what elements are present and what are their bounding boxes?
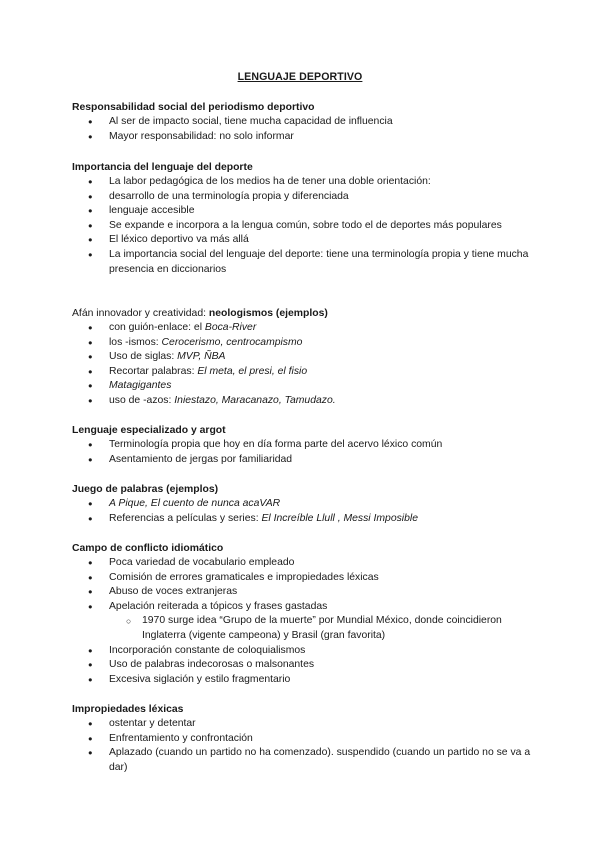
section-juego-palabras [72, 482, 540, 526]
list-item: ● Se expande e incorpora a la lengua común, sobre todo el de deportes más populares [72, 219, 540, 234]
section-lenguaje-especializado [72, 423, 540, 467]
item-text: los -ismos: [109, 336, 162, 348]
section-heading: Impropiedades léxicas [72, 704, 184, 715]
list-item: ● Aplazado (cuando un partido no ha comenzado). suspendido (cuando un partido no se va a dar) [72, 746, 540, 775]
list-item [72, 365, 540, 380]
list-item [72, 497, 540, 512]
item-example: El meta, el presi, el fisio [197, 365, 308, 377]
list-item: ● Enfrentamiento y confrontación [72, 732, 540, 747]
list-item: ● Terminología propia que hoy en día forma parte del acervo léxico común [72, 438, 540, 453]
section-heading: Lenguaje especializado y argot [72, 425, 226, 436]
list-item: ● Uso de palabras indecorosas o malsonantes [72, 658, 540, 673]
list-item: ● Asentamiento de jergas por familiaridad [72, 453, 540, 468]
list-item: ● desarrollo de una terminología propia y diferenciada [72, 190, 540, 205]
list-item [72, 321, 540, 336]
list-item: ● ostentar y detentar [72, 717, 540, 732]
list-item: ● La labor pedagógica de los medios ha de tener una doble orientación: [72, 175, 540, 190]
section-responsabilidad [72, 100, 540, 144]
item-text: Recortar palabras: [109, 365, 198, 377]
list-item: ● Abuso de voces extranjeras [72, 585, 540, 600]
list-item: ● Excesiva siglación y estilo fragmentario [72, 673, 540, 688]
item-text: Apelación reiterada a tópicos y frases gastadas [109, 600, 328, 612]
list-item [72, 379, 540, 394]
sub-list-item: ○ 1970 surge idea “Grupo de la muerte” por Mundial México, donde coincidieron Inglaterra (vigente campeona) y Brasil (gran favorita) [72, 614, 540, 643]
heading-bold-text: neologismos (ejemplos) [208, 308, 328, 319]
list-item [72, 350, 540, 365]
section-neologismos [72, 306, 540, 409]
list-item [72, 512, 540, 527]
item-text: uso de -azos: [109, 394, 175, 406]
sub-list [72, 614, 540, 643]
section-conflicto-idiomatico [72, 541, 540, 687]
item-example: A Pique, El cuento de nunca acaVAR [109, 498, 281, 509]
list-item: ● La importancia social del lenguaje del deporte: tiene una terminología propia y tiene mucha presencia en diccionarios [72, 248, 540, 277]
list-item [72, 600, 540, 644]
bullet-list [72, 497, 540, 526]
list-item: ● Incorporación constante de coloquialismos [72, 644, 540, 659]
document-title: LENGUAJE DEPORTIVO [237, 71, 363, 83]
bullet-list [72, 717, 540, 775]
item-text: Uso de siglas: [109, 351, 178, 363]
bullet-list [72, 438, 540, 467]
list-item: ● El léxico deportivo va más allá [72, 233, 540, 248]
item-example: Cerocerismo, centrocampismo [161, 336, 303, 348]
bullet-list [72, 321, 540, 409]
section-heading [72, 306, 540, 321]
section-impropiedades [72, 702, 540, 775]
section-heading: Campo de conflicto idiomático [72, 543, 224, 554]
item-example: Matagigantes [109, 380, 172, 392]
list-item [72, 394, 540, 409]
bullet-list [72, 175, 540, 277]
item-example: Iniestazo, Maracanazo, Tamudazo. [174, 394, 336, 406]
item-example: Boca-River [204, 322, 257, 333]
item-example: El Increíble Llull , Messi Imposible [261, 512, 418, 524]
heading-plain-text: Afán innovador y creatividad: [72, 308, 209, 319]
list-item: ● lenguaje accesible [72, 204, 540, 219]
bullet-list [72, 115, 540, 144]
item-text: con guión-enlace: el [109, 322, 205, 333]
item-text: Referencias a películas y series: [109, 512, 262, 524]
section-heading: Importancia del lenguaje del deporte [72, 162, 253, 173]
list-item: ● Poca variedad de vocabulario empleado [72, 556, 540, 571]
list-item: ● Comisión de errores gramaticales e impropiedades léxicas [72, 571, 540, 586]
bullet-list [72, 556, 540, 687]
section-importancia [72, 160, 540, 277]
list-item: ● Al ser de impacto social, tiene mucha capacidad de influencia [72, 115, 540, 130]
list-item: ● Mayor responsabilidad: no solo informar [72, 130, 540, 145]
list-item [72, 336, 540, 351]
item-example: MVP, ÑBA [177, 351, 226, 363]
section-heading: Juego de palabras (ejemplos) [72, 484, 219, 495]
section-heading: Responsabilidad social del periodismo deportivo [72, 102, 315, 113]
